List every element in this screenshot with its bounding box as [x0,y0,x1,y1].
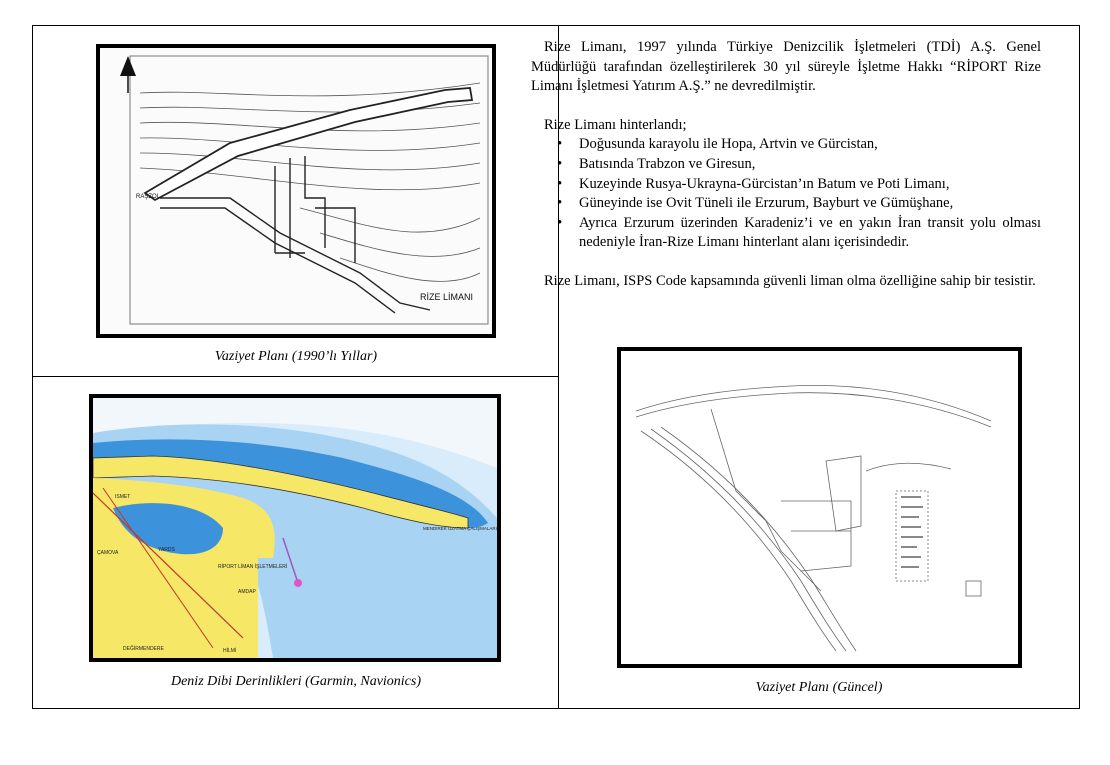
row-divider [33,376,558,377]
list-item: • Doğusunda karayolu ile Hopa, Artvin ve Gürcistan, [579,135,1041,155]
list-item: • Kuzeyinde Rusya-Ukrayna-Gürcistan’ın Batum ve Poti Limanı, [579,175,1041,195]
isps-paragraph: Rize Limanı, ISPS Code kapsamında güvenli liman olma özelliğine sahip bir tesistir. [544,272,1036,289]
depths-chart-image [89,394,501,662]
chart-label-riport: RİPORT LİMAN İŞLETMELERİ [218,564,288,570]
caption-plan-current: Vaziyet Planı (Güncel) [755,680,883,695]
hinterland-heading: Rize Limanı hinterlandı; [544,116,687,133]
map-label-rize-limani: RİZE LİMANI [420,292,474,302]
chart-label-yards: YARDS [158,547,175,553]
intro-paragraph: Rize Limanı, 1997 yılında Türkiye Denizcilik İşletmeleri (TDİ) A.Ş. Genel Müdürlüğü tarafından özelleştirilerek 30 yıl süreyle İşletme Hakkı “RİPORT Rize Limanı İşletmesi Yatırım A.Ş.” ne devredilmiştir. [531,39,1041,95]
list-item: • Batısında Trabzon ve Giresun, [579,155,1041,175]
chart-label-ismet: ISMET [115,494,131,500]
chart-label-hilmi: HİLMİ [223,648,237,654]
chart-label-mendirek: MENDIREK UZATMA ÇALIŞMALARI [423,526,497,531]
list-item: • Güneyinde ise Ovit Tüneli ile Erzurum, Bayburt ve Gümüşhane, [579,194,1041,214]
chart-label-degirmendere: DEĞİRMENDERE [123,646,164,652]
caption-depths: Deniz Dibi Derinlikleri (Garmin, Navionics) [170,674,422,689]
plan-current-image [617,347,1022,668]
port-description [531,38,1041,292]
map-label-small: RAŞZOL [136,194,161,200]
chart-label-amdap: AMDAP [238,589,256,595]
caption-plan-1990: Vaziyet Planı (1990’lı Yıllar) [214,349,378,364]
chart-label-camova: ÇAMOVA [97,550,119,556]
hinterland-list [531,135,1041,253]
plan-1990-image [96,44,496,338]
list-item: • Ayrıca Erzurum üzerinden Karadeniz’i ve en yakın İran transit yolu olması nedeniyle İran-Rize Limanı hinterlant alanı içerisindedir. [579,214,1041,253]
